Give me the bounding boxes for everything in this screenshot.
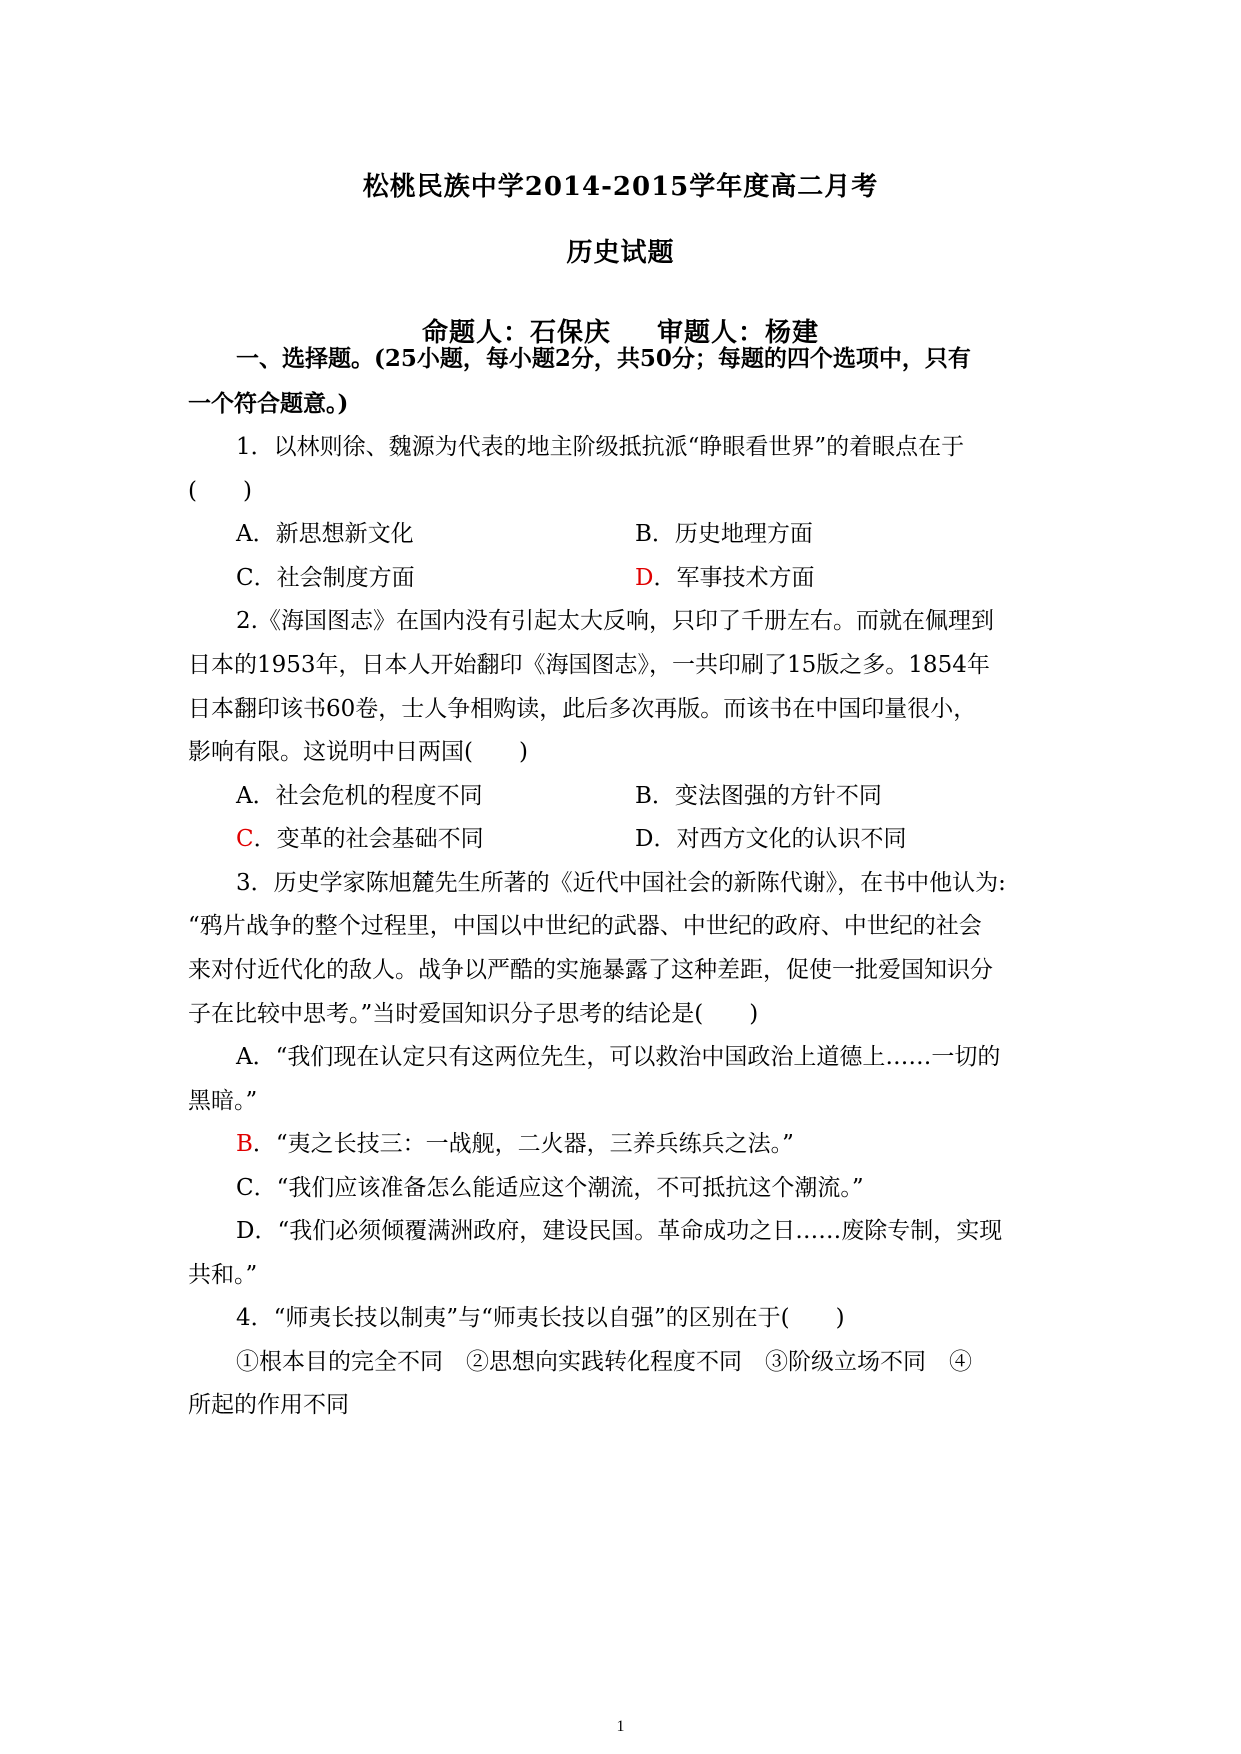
q3-option-a-cont: 黑暗。”: [188, 1088, 258, 1114]
q3-stem-line4: 子在比较中思考。”当时爱国知识分子思考的结论是( ): [188, 1001, 759, 1027]
q2-stem-line3: 日本翻印该书60卷，士人争相购读，此后多次再版。而该书在中国印量很小，: [188, 696, 977, 722]
option-letter: B: [635, 783, 652, 809]
option-letter: C: [236, 565, 254, 591]
author-label: 命题人：石保庆: [421, 318, 611, 348]
option-letter: B: [635, 521, 652, 547]
exam-subtitle: 历史试题: [566, 238, 675, 268]
option-letter: D: [236, 1218, 255, 1244]
answer-letter: D: [635, 565, 654, 591]
q2-option-c: C．变革的社会基础不同: [236, 826, 484, 852]
exam-title: 松桃民族中学2014-2015学年度高二月考: [362, 172, 879, 202]
q2-stem-line4: 影响有限。这说明中日两国( ): [188, 739, 528, 765]
q3-option-d-cont: 共和。”: [188, 1262, 258, 1288]
q3-stem-line1: 3．历史学家陈旭麓先生所著的《近代中国社会的新陈代谢》，在书中他认为:: [236, 870, 1006, 896]
option-letter: D: [635, 826, 654, 852]
q1-stem-line1: 1．以林则徐、魏源为代表的地主阶级抵抗派“睁眼看世界”的着眼点在于: [236, 434, 965, 460]
q1-option-a: A．新思想新文化: [236, 521, 414, 547]
q3-stem-line2: “鸦片战争的整个过程里，中国以中世纪的武器、中世纪的政府、中世纪的社会: [188, 913, 982, 939]
q4-stem-line1: 4．“师夷长技以制夷”与“师夷长技以自强”的区别在于( ): [236, 1305, 845, 1331]
page-number: 1: [616, 1718, 625, 1735]
q2-option-b: B．变法图强的方针不同: [635, 783, 882, 809]
q2-stem-line1: 2.《海国图志》在国内没有引起太大反响，只印了千册左右。而就在佩理到: [236, 608, 994, 634]
q3-option-d: D．“我们必须倾覆满洲政府，建设民国。革命成功之日……废除专制，实现: [236, 1218, 1003, 1244]
q3-option-c: C．“我们应该准备怎么能适应这个潮流，不可抵抗这个潮流。”: [236, 1175, 864, 1201]
q3-option-a: A．“我们现在认定只有这两位先生，可以救治中国政治上道德上……一切的: [236, 1044, 1001, 1070]
section-instruction-line2: 一个符合题意。): [188, 390, 349, 417]
q1-option-b: B．历史地理方面: [635, 521, 813, 547]
q1-stem-line2: ( ): [188, 478, 252, 504]
q1-option-d: D．军事技术方面: [635, 565, 815, 591]
q4-stem-line2: ①根本目的完全不同 ②思想向实践转化程度不同 ③阶级立场不同 ④: [236, 1349, 972, 1375]
option-letter: A: [236, 521, 253, 547]
q1-option-c: C．社会制度方面: [236, 565, 415, 591]
option-letter: A: [236, 783, 253, 809]
q2-option-a: A．社会危机的程度不同: [236, 783, 483, 809]
q3-stem-line3: 来对付近代化的敌人。战争以严酷的实施暴露了这种差距，促使一批爱国知识分: [188, 957, 993, 983]
section-instruction-line1: 一、选择题。(25小题，每小题2分，共50分；每题的四个选项中，只有: [236, 345, 971, 372]
answer-letter: B: [236, 1131, 253, 1157]
option-letter: A: [236, 1044, 253, 1070]
q2-stem-line2: 日本的1953年，日本人开始翻印《海国图志》，一共印刷了15版之多。1854年: [188, 652, 990, 678]
option-letter: C: [236, 1175, 254, 1201]
reviewer-label: 审题人：杨建: [657, 318, 820, 348]
answer-letter: C: [236, 826, 254, 852]
q2-option-d: D．对西方文化的认识不同: [635, 826, 907, 852]
q3-option-b: B．“夷之长技三：一战舰，二火器，三养兵练兵之法。”: [236, 1131, 794, 1157]
q4-stem-line3: 所起的作用不同: [188, 1392, 349, 1418]
